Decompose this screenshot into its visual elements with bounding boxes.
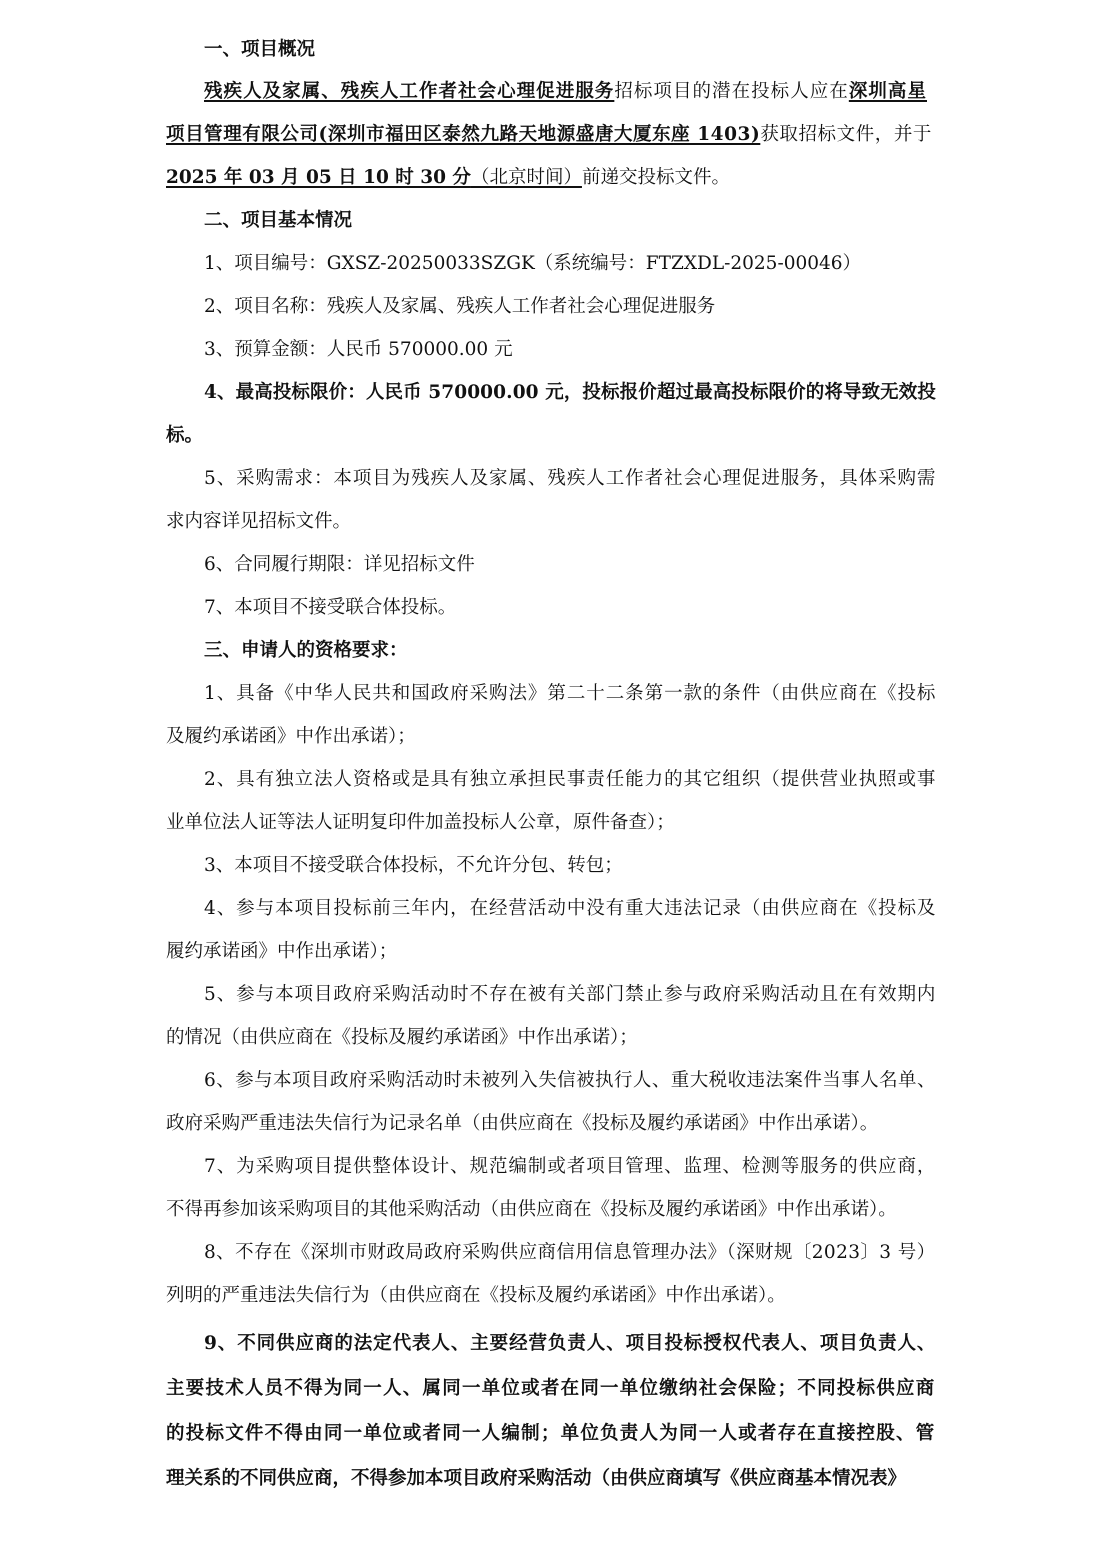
- qualification-5: 5、参与本项目政府采购活动时不存在被有关部门禁止参与政府采购活动且在有效期内: [204, 984, 937, 1005]
- qualification-7-cont: 不得再参加该采购项目的其他采购活动（由供应商在《投标及履约承诺函》中作出承诺）。: [166, 1199, 897, 1220]
- qualification-9-cont-3: 理关系的不同供应商，不得参加本项目政府采购活动（由供应商填写《供应商基本情况表》: [166, 1468, 907, 1489]
- deadline: [166, 167, 582, 188]
- section-heading-qualifications: 三、申请人的资格要求：: [204, 640, 408, 661]
- basic-item-3: 3、预算金额：人民币 570000.00 元: [204, 339, 513, 360]
- qualification-5-cont: 的情况（由供应商在《投标及履约承诺函》中作出承诺）；: [166, 1027, 638, 1048]
- qualification-4-cont: 履约承诺函》中作出承诺）；: [166, 941, 398, 962]
- qualification-9-cont-2: 的投标文件不得由同一单位或者同一人编制；单位负责人为同一人或者存在直接控股、管: [166, 1423, 936, 1444]
- basic-item-6: 6、合同履行期限：详见招标文件: [204, 554, 475, 575]
- overview-text: 前递交投标文件。: [581, 167, 730, 188]
- qualification-2: 2、具有独立法人资格或是具有独立承担民事责任能力的其它组织（提供营业执照或事: [204, 769, 937, 790]
- overview-text: 获取招标文件，并于: [760, 124, 932, 145]
- overview-text: 招标项目的潜在投标人应在: [614, 81, 849, 102]
- basic-item-7: 7、本项目不接受联合体投标。: [204, 597, 457, 618]
- basic-item-5-cont: 求内容详见招标文件。: [166, 511, 352, 532]
- basic-item-5: 5、采购需求：本项目为残疾人及家属、残疾人工作者社会心理促进服务，具体采购需: [204, 468, 937, 489]
- basic-item-2: 2、项目名称：残疾人及家属、残疾人工作者社会心理促进服务: [204, 296, 716, 317]
- overview-line-1: [204, 78, 927, 106]
- overview-line-3: [166, 164, 730, 192]
- basic-item-1: 1、项目编号：GXSZ-20250033SZGK（系统编号：FTZXDL-2025-00046）: [204, 253, 862, 274]
- overview-line-2: [166, 121, 932, 149]
- qualification-9-cont-1: 主要技术人员不得为同一人、属同一单位或者在同一单位缴纳社会保险；不同投标供应商: [166, 1378, 936, 1399]
- basic-item-4: 4、最高投标限价：人民币 570000.00 元，投标报价超过最高投标限价的将导致无效投: [204, 382, 937, 403]
- qualification-6-cont: 政府采购严重违法失信行为记录名单（由供应商在《投标及履约承诺函》中作出承诺）。: [166, 1113, 879, 1134]
- deadline-date: 2025 年 03 月 05 日 10 时 30 分: [166, 167, 471, 188]
- agency-address: 项目管理有限公司(深圳市福田区泰然九路天地源盛唐大厦东座 1403): [166, 124, 761, 145]
- qualification-9: 9、不同供应商的法定代表人、主要经营负责人、项目投标授权代表人、项目负责人、: [204, 1333, 937, 1354]
- qualification-8-cont: 列明的严重违法失信行为（由供应商在《投标及履约承诺函》中作出承诺）。: [166, 1285, 786, 1306]
- agency-name: 深圳高星: [848, 81, 927, 102]
- qualification-1-cont: 及履约承诺函》中作出承诺）；: [166, 726, 416, 747]
- qualification-6: 6、参与本项目政府采购活动时未被列入失信被执行人、重大税收违法案件当事人名单、: [204, 1070, 936, 1091]
- qualification-8: 8、不存在《深圳市财政局政府采购供应商信用信息管理办法》（深财规〔2023〕3 号）: [204, 1242, 936, 1263]
- qualification-2-cont: 业单位法人证等法人证明复印件加盖投标人公章，原件备查）；: [166, 812, 675, 833]
- qualification-4: 4、参与本项目投标前三年内，在经营活动中没有重大违法记录（由供应商在《投标及: [204, 898, 937, 919]
- qualification-1: 1、具备《中华人民共和国政府采购法》第二十二条第一款的条件（由供应商在《投标: [204, 683, 937, 704]
- project-name-link: 残疾人及家属、残疾人工作者社会心理促进服务: [204, 81, 615, 102]
- deadline-timezone: （北京时间）: [470, 167, 582, 188]
- section-heading-overview: 一、项目概况: [204, 39, 316, 60]
- section-heading-basic: 二、项目基本情况: [204, 210, 353, 231]
- qualification-7: 7、为采购项目提供整体设计、规范编制或者项目管理、监理、检测等服务的供应商，: [204, 1156, 937, 1177]
- qualification-3: 3、本项目不接受联合体投标，不允许分包、转包；: [204, 855, 623, 876]
- basic-item-4-cont: 标。: [166, 425, 204, 446]
